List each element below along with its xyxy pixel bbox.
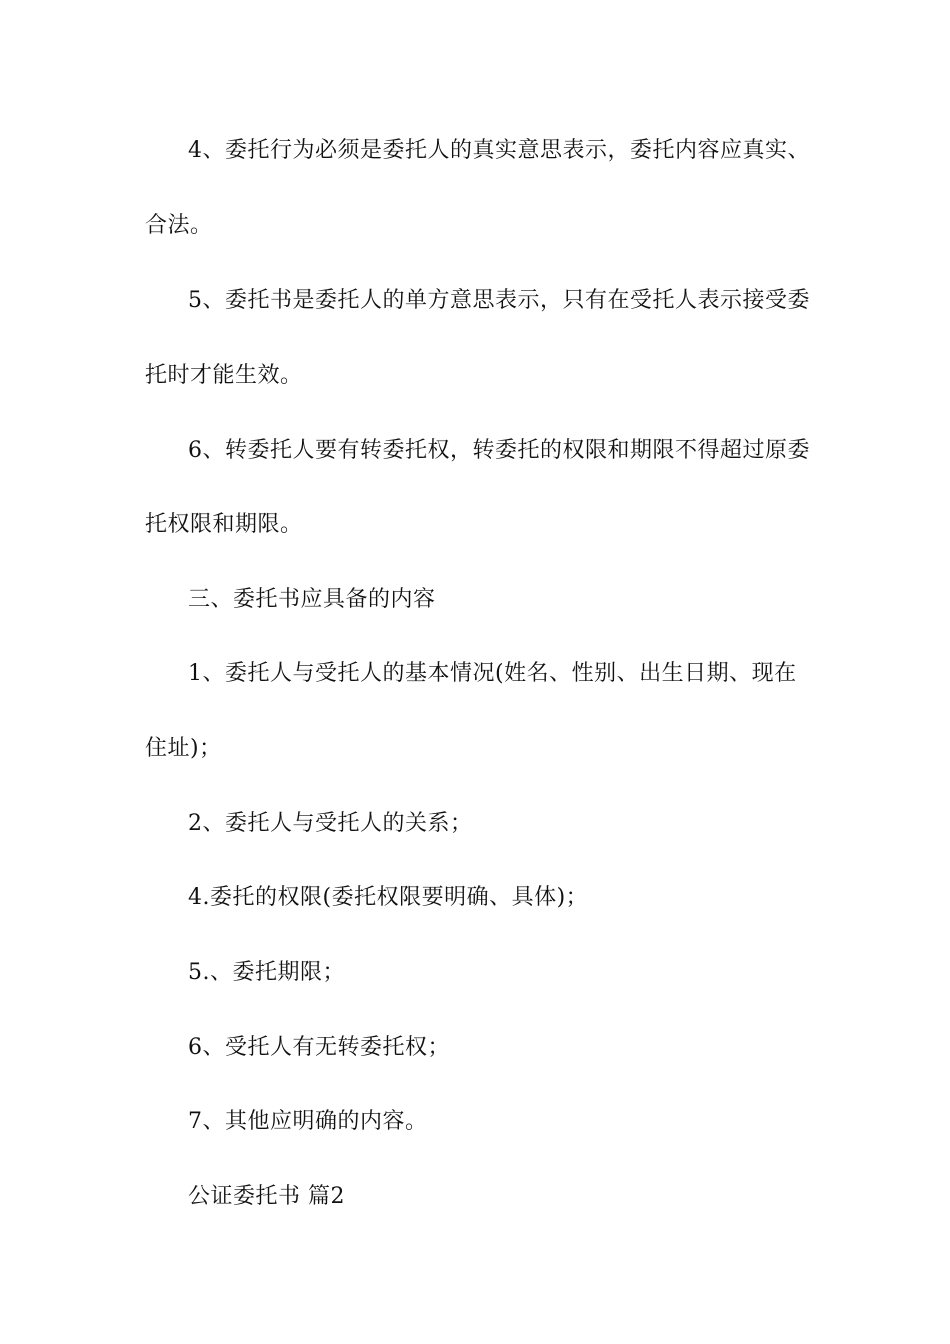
paragraph-line: 托权限和期限。 — [145, 512, 303, 537]
paragraph-line: 6、转委托人要有转委托权，转委托的权限和期限不得超过原委 — [188, 438, 810, 463]
list-item: 7、其他应明确的内容。 — [188, 1109, 428, 1134]
section-heading: 三、委托书应具备的内容 — [188, 587, 436, 612]
paragraph-line: 合法。 — [145, 213, 213, 238]
paragraph-line: 住址)； — [145, 736, 222, 761]
list-item: 4.委托的权限(委托权限要明确、具体)； — [188, 885, 589, 910]
list-item: 6、受托人有无转委托权； — [188, 1035, 450, 1060]
paragraph-line: 1、委托人与受托人的基本情况(姓名、性别、出生日期、现在 — [188, 661, 797, 686]
list-item: 2、委托人与受托人的关系； — [188, 811, 473, 836]
paragraph-line: 5、委托书是委托人的单方意思表示，只有在受托人表示接受委 — [188, 288, 810, 313]
paragraph-line: 4、委托行为必须是委托人的真实意思表示，委托内容应真实、 — [188, 138, 810, 163]
list-item: 5.、委托期限； — [188, 960, 345, 985]
section-title: 公证委托书 篇2 — [188, 1184, 345, 1209]
paragraph-line: 托时才能生效。 — [145, 363, 303, 388]
